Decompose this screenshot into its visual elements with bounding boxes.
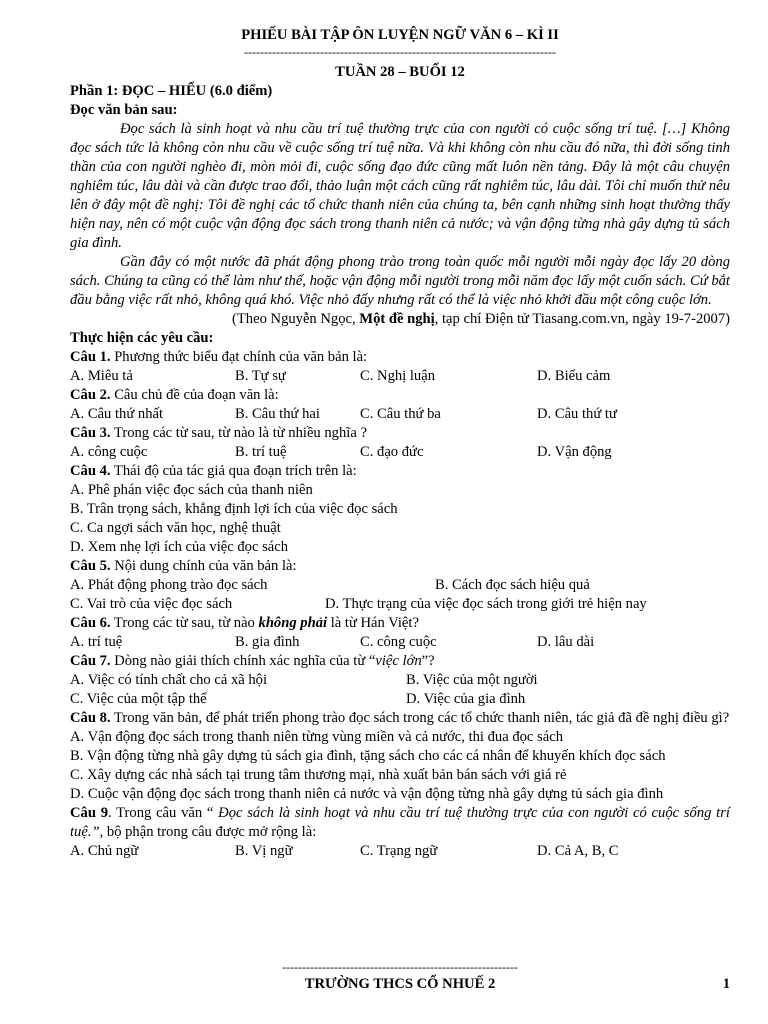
question-label: Câu 8. [70, 710, 111, 726]
option-b: B. trí tuệ [235, 444, 287, 460]
option-b: B. Vận động từng nhà gây dựng tủ sách gia đình, tặng sách cho các cá nhân để khuyến khích đọc sách [70, 748, 666, 764]
question-label: Câu 6. [70, 615, 111, 631]
question-5-options-row-1 [70, 576, 730, 595]
passage-source [70, 310, 730, 329]
question-label: Câu 9 [70, 805, 109, 821]
option-c: C. Việc của một tập thể [70, 691, 207, 707]
week-title: TUẦN 28 – BUỔI 12 [335, 64, 465, 80]
tasks-label: Thực hiện các yêu cầu: [70, 330, 214, 346]
question-2-options [70, 405, 730, 424]
option-c: C. Xây dựng các nhà sách tại trung tâm thương mại, nhà xuất bản bán sách với giá rẻ [70, 767, 567, 783]
option-c: C. Vai trò của việc đọc sách [70, 596, 233, 612]
option-d: D. Vận động [537, 444, 612, 460]
question-label: Câu 5. [70, 558, 111, 574]
option-a: A. Việc có tính chất cho cả xã hội [70, 672, 268, 688]
footer-separator: ----------------------------------------------------------- [282, 960, 518, 974]
option-c: C. Nghị luận [360, 368, 435, 384]
school-name: TRƯỜNG THCS CỔ NHUẾ 2 [304, 976, 496, 992]
question-text: Phương thức biểu đạt chính của văn bản là: [110, 349, 368, 365]
question-text: Nội dung chính của văn bản là: [110, 558, 297, 574]
option-c: C. Câu thứ ba [360, 406, 441, 422]
option-b: B. Tự sự [235, 368, 286, 384]
question-text: Thái độ của tác giả qua đoạn trích trên là: [110, 463, 357, 479]
question-text: . Trong câu văn “ [108, 805, 219, 821]
option-c: C. đạo đức [360, 444, 424, 460]
option-b: B. gia đình [235, 634, 300, 650]
question-5 [70, 557, 730, 576]
option-b: B. Câu thứ hai [235, 406, 320, 422]
option-d: D. Thực trạng của việc đọc sách trong giới trẻ hiện nay [325, 596, 647, 612]
question-4 [70, 462, 730, 481]
source-author: (Theo Nguyễn Ngọc, [232, 311, 360, 327]
question-emphasis: việc lớn [375, 653, 422, 669]
question-label: Câu 1. [70, 349, 111, 365]
question-text-end: , bộ phận trong câu được mở rộng là: [99, 824, 317, 840]
question-label: Câu 7. [70, 653, 111, 669]
question-8 [70, 709, 730, 728]
question-3-options [70, 443, 730, 462]
question-text: Trong các từ sau, từ nào [110, 615, 259, 631]
option-a: A. Miêu tả [70, 368, 133, 384]
option-d: D. Việc của gia đình [406, 691, 526, 707]
question-6 [70, 614, 730, 633]
passage-paragraph-1: Đọc sách là sinh hoạt và nhu cầu trí tuệ thường trực của con người có cuộc sống trí tuệ. […] Không đọc sách tức là không còn nhu cầu về cuộc sống trí tuệ nữa. Và khi không còn nhu cầu đó nữa, thì đời sống tinh thần của con người nghèo đi, mòn mỏi đi, cuộc sống đạo đức cũng mất luôn nền tảng. Đây là một câu chuyện nghiêm túc, lâu dài và cần được trao đổi, thảo luận một cách cũng rất nghiêm túc, lâu dài. Tôi chỉ muốn thử nêu lên ở đây một đề nghị: Tôi đề nghị các tổ chức thanh niên của chúng ta, bên cạnh những sinh hoạt thường thấy hiện nay, nên có một cuộc vận động đọc sách trong thanh niên cả nước; và vận động từng nhà gây dựng tủ sách gia đình. [70, 121, 730, 251]
question-1 [70, 348, 730, 367]
option-d: D. Câu thứ tư [537, 406, 617, 422]
question-9-options [70, 842, 730, 861]
question-7-options-row-2 [70, 690, 730, 709]
page-footer [70, 960, 730, 993]
page-number: 1 [722, 976, 730, 992]
option-b: B. Vị ngữ [235, 843, 293, 859]
question-text: Trong các từ sau, từ nào là từ nhiều nghĩa ? [110, 425, 367, 441]
option-d: D. Cuộc vận động đọc sách trong thanh niên cả nước và vận động từng nhà gây dựng tủ sách gia đình [70, 786, 664, 802]
question-2 [70, 386, 730, 405]
worksheet-title: PHIẾU BÀI TẬP ÔN LUYỆN NGỮ VĂN 6 – KÌ II [241, 27, 559, 43]
question-text: Câu chủ đề của đoạn văn là: [110, 387, 279, 403]
option-a: A. Phát động phong trào đọc sách [70, 577, 268, 593]
option-b: B. Trân trọng sách, khẳng định lợi ích của việc đọc sách [70, 501, 398, 517]
question-label: Câu 3. [70, 425, 111, 441]
option-a: A. Câu thứ nhất [70, 406, 164, 422]
question-label: Câu 4. [70, 463, 111, 479]
option-d: D. lâu dài [537, 634, 595, 650]
option-d: D. Cả A, B, C [537, 843, 619, 859]
option-a: A. Vận động đọc sách trong thanh niên từng vùng miền và cả nước, thi đua đọc sách [70, 729, 563, 745]
option-a: A. công cuộc [70, 444, 148, 460]
option-c: C. Ca ngợi sách văn học, nghệ thuật [70, 520, 281, 536]
question-7 [70, 652, 730, 671]
question-emphasis: không phải [258, 615, 328, 631]
option-c: C. công cuộc [360, 634, 437, 650]
question-label: Câu 2. [70, 387, 111, 403]
question-3 [70, 424, 730, 443]
question-6-options [70, 633, 730, 652]
question-quote: Đọc sách là sinh hoạt và nhu cầu trí tuệ thường trực của con người có cuộc sống trí tuệ.” [70, 805, 730, 840]
question-text-end: là từ Hán Việt? [327, 615, 419, 631]
header-separator: ------------------------------------------------------------------------------ [244, 45, 556, 59]
source-publication: , tạp chí Điện tử Tiasang.com.vn, ngày 19-7-2007) [434, 311, 730, 327]
question-1-options [70, 367, 730, 386]
option-d: D. Xem nhẹ lợi ích của việc đọc sách [70, 539, 289, 555]
question-9 [70, 804, 730, 842]
option-b: B. Việc của một người [406, 672, 538, 688]
question-7-options-row-1 [70, 671, 730, 690]
question-text: Trong văn bản, để phát triển phong trào đọc sách trong các tổ chức thanh niên, tác giả đã đề nghị điều gì? [110, 710, 730, 726]
worksheet-page [70, 22, 730, 861]
option-a: A. Phê phán việc đọc sách của thanh niên [70, 482, 313, 498]
option-b: B. Cách đọc sách hiệu quả [435, 577, 590, 593]
passage-paragraph-2: Gần đây có một nước đã phát động phong trào trong toàn quốc mỗi người mỗi ngày đọc lấy 20 dòng sách. Chúng ta cũng có thể làm như thế, hoặc vận động mỗi người trong mỗi năm đọc lấy một cuốn sách. Cứ bắt đầu bằng việc rất nhỏ, không quá khó. Việc nhỏ đấy nhưng rất có thể là việc nhỏ khởi đầu một công cuộc lớn. [70, 254, 730, 308]
question-5-options-row-2 [70, 595, 730, 614]
option-c: C. Trạng ngữ [360, 843, 438, 859]
part1-title: Phần 1: ĐỌC – HIỂU (6.0 điểm) [70, 83, 273, 99]
read-label: Đọc văn bản sau: [70, 102, 178, 118]
question-text-end: ”? [421, 653, 435, 669]
option-a: A. Chủ ngữ [70, 843, 139, 859]
option-d: D. Biểu cảm [537, 368, 611, 384]
option-a: A. trí tuệ [70, 634, 123, 650]
question-text: Dòng nào giải thích chính xác nghĩa của từ “ [110, 653, 376, 669]
source-title: Một đề nghị [359, 311, 435, 327]
